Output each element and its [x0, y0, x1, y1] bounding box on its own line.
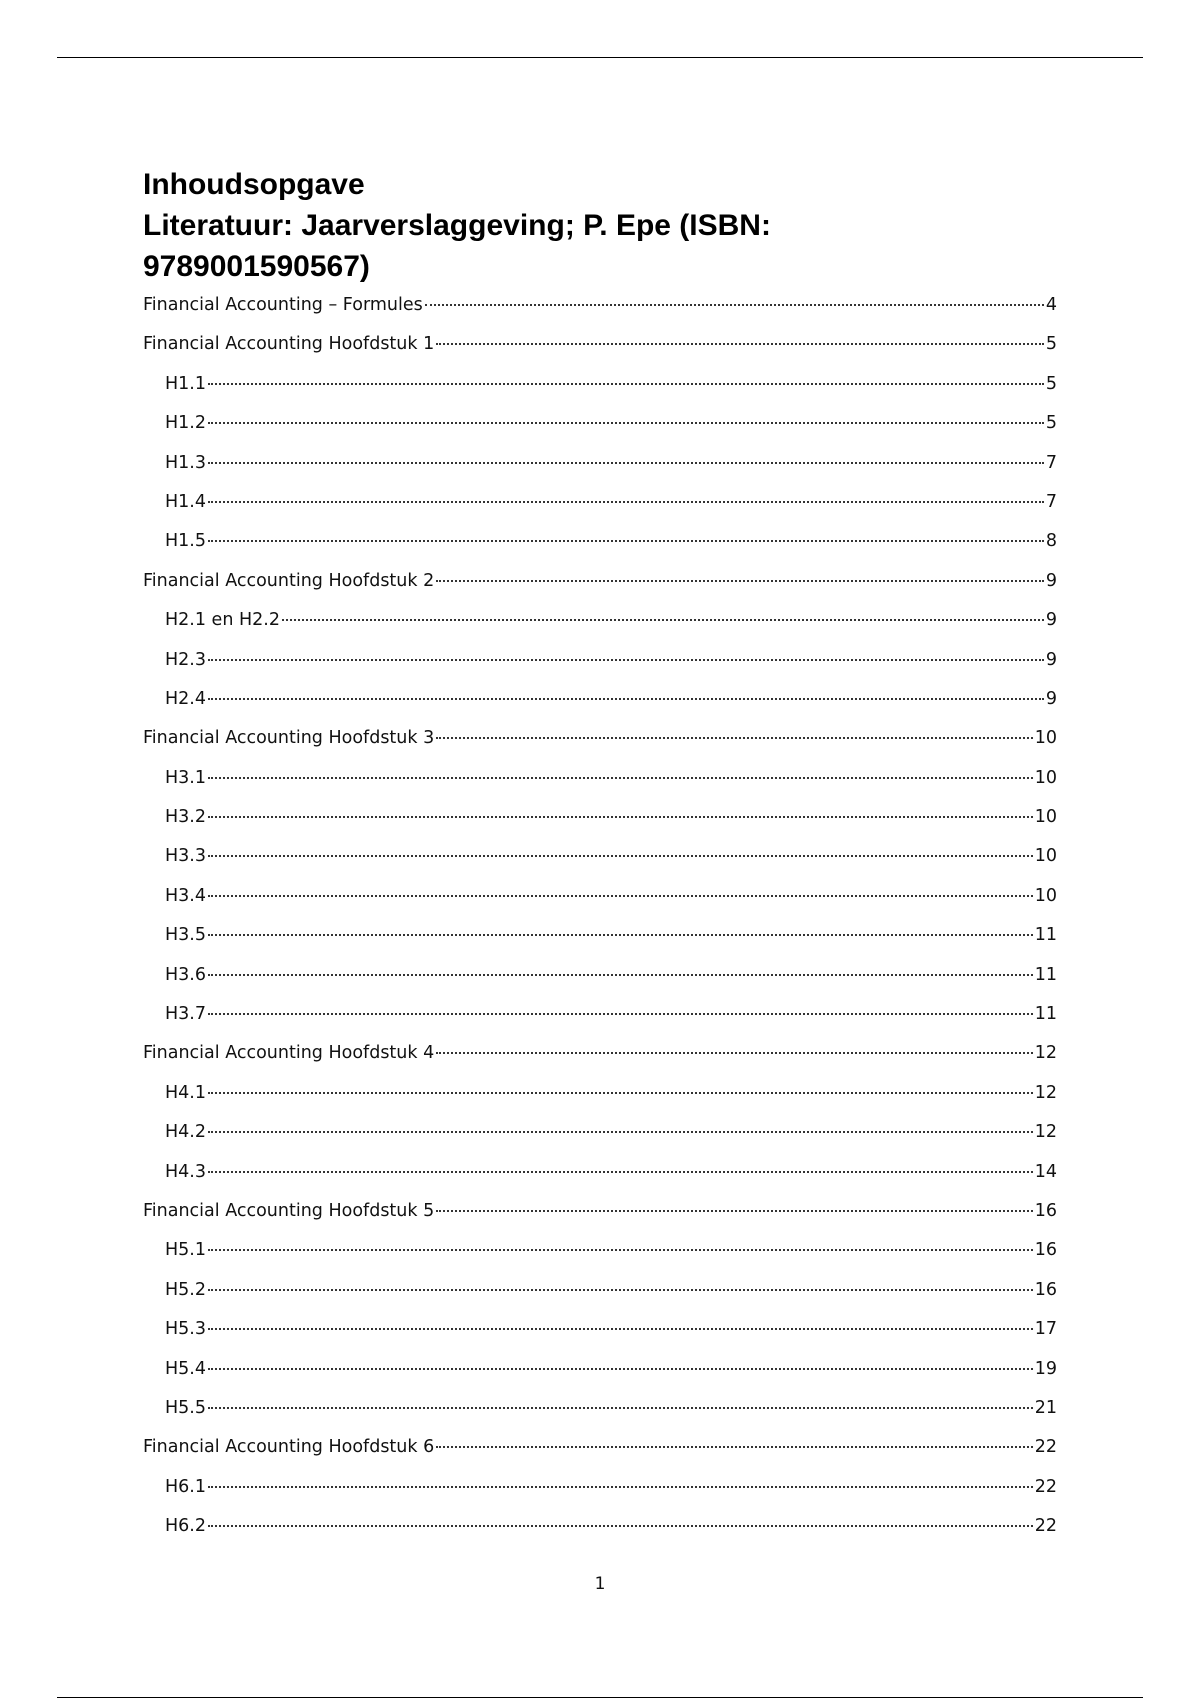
toc-entry-page: 5 [1045, 373, 1057, 394]
title-line-2: Literatuur: Jaarverslaggeving; P. Epe (ISBN: [143, 209, 771, 242]
toc-dot-leader [208, 1131, 1033, 1133]
toc-entry-page: 7 [1045, 491, 1057, 512]
toc-entry[interactable] [143, 728, 1057, 767]
toc-entry[interactable] [143, 1280, 1057, 1319]
toc-entry-page: 9 [1045, 649, 1057, 670]
toc-entry[interactable] [143, 334, 1057, 373]
toc-entry-page: 10 [1034, 885, 1057, 906]
toc-dot-leader [425, 304, 1044, 306]
page-title [143, 164, 1057, 287]
toc-entry[interactable] [143, 1122, 1057, 1161]
toc-dot-leader [208, 1249, 1033, 1251]
toc-entry-label: H5.1 [165, 1240, 206, 1261]
toc-entry[interactable] [143, 1516, 1057, 1555]
toc-entry-page: 9 [1045, 610, 1057, 631]
toc-entry[interactable] [143, 1398, 1057, 1437]
toc-entry-label: H4.2 [165, 1122, 206, 1143]
toc-entry-page: 8 [1045, 531, 1057, 552]
toc-entry-label: H4.3 [165, 1161, 206, 1182]
toc-entry-page: 14 [1034, 1161, 1057, 1182]
page-bottom-rule [57, 1697, 1143, 1698]
toc-dot-leader [208, 1525, 1033, 1527]
toc-dot-leader [282, 619, 1044, 621]
toc-entry-page: 12 [1034, 1082, 1057, 1103]
toc-dot-leader [436, 580, 1044, 582]
toc-dot-leader [208, 777, 1033, 779]
toc-dot-leader [208, 698, 1044, 700]
toc-entry-label: H3.4 [165, 885, 206, 906]
toc-entry-label: H3.7 [165, 1004, 206, 1025]
toc-dot-leader [208, 934, 1033, 936]
toc-entry[interactable] [143, 610, 1057, 649]
toc-entry[interactable] [143, 846, 1057, 885]
toc-entry-page: 10 [1034, 846, 1057, 867]
toc-dot-leader [208, 895, 1033, 897]
toc-dot-leader [208, 1092, 1033, 1094]
toc-entry[interactable] [143, 768, 1057, 807]
toc-entry-label: H3.3 [165, 846, 206, 867]
toc-entry-page: 21 [1034, 1397, 1057, 1418]
toc-entry-label: H6.2 [165, 1516, 206, 1537]
toc-entry[interactable] [143, 1437, 1057, 1476]
toc-entry-page: 11 [1034, 1004, 1057, 1025]
toc-entry[interactable] [143, 1240, 1057, 1279]
toc-entry[interactable] [143, 374, 1057, 413]
page-top-rule [57, 57, 1143, 58]
toc-entry-label: H2.4 [165, 688, 206, 709]
toc-entry-label: H1.1 [165, 373, 206, 394]
toc-entry[interactable] [143, 1201, 1057, 1240]
page-number: 1 [594, 1574, 606, 1594]
toc-dot-leader [208, 1171, 1033, 1173]
toc-dot-leader [208, 1486, 1033, 1488]
toc-dot-leader [436, 343, 1044, 345]
toc-entry[interactable] [143, 492, 1057, 531]
toc-dot-leader [208, 540, 1044, 542]
toc-entry-page: 12 [1034, 1043, 1057, 1064]
toc-entry[interactable] [143, 1004, 1057, 1043]
table-of-contents [143, 295, 1057, 1556]
toc-entry-page: 19 [1034, 1358, 1057, 1379]
toc-entry-page: 10 [1034, 807, 1057, 828]
toc-entry[interactable] [143, 650, 1057, 689]
toc-entry-page: 11 [1034, 964, 1057, 985]
toc-entry[interactable] [143, 1083, 1057, 1122]
toc-entry[interactable] [143, 1043, 1057, 1082]
toc-entry-page: 17 [1034, 1319, 1057, 1340]
toc-entry-label: H1.5 [165, 531, 206, 552]
toc-entry-page: 16 [1034, 1200, 1057, 1221]
toc-dot-leader [208, 1013, 1033, 1015]
toc-dot-leader [208, 1407, 1033, 1409]
toc-dot-leader [208, 383, 1044, 385]
toc-entry-label: H3.2 [165, 807, 206, 828]
toc-dot-leader [436, 737, 1032, 739]
toc-entry[interactable] [143, 1359, 1057, 1398]
toc-entry-label: H2.3 [165, 649, 206, 670]
document-body [143, 164, 1057, 1556]
toc-entry-page: 9 [1045, 688, 1057, 709]
toc-entry-label: H5.5 [165, 1397, 206, 1418]
toc-dot-leader [436, 1210, 1032, 1212]
toc-entry[interactable] [143, 807, 1057, 846]
toc-dot-leader [208, 1328, 1033, 1330]
toc-entry-page: 16 [1034, 1240, 1057, 1261]
toc-entry-label: Financial Accounting Hoofdstuk 5 [143, 1200, 435, 1221]
toc-entry-label: H1.4 [165, 491, 206, 512]
toc-entry[interactable] [143, 886, 1057, 925]
toc-dot-leader [208, 855, 1033, 857]
toc-entry[interactable] [143, 295, 1057, 334]
toc-entry-label: H1.2 [165, 413, 206, 434]
toc-dot-leader [208, 501, 1044, 503]
toc-entry-label: H3.6 [165, 964, 206, 985]
toc-dot-leader [208, 462, 1044, 464]
toc-entry-page: 22 [1034, 1437, 1057, 1458]
toc-entry[interactable] [143, 531, 1057, 570]
toc-entry-page: 16 [1034, 1279, 1057, 1300]
toc-entry-label: H3.5 [165, 925, 206, 946]
toc-dot-leader [208, 422, 1044, 424]
toc-entry-label: Financial Accounting – Formules [143, 295, 423, 315]
toc-entry[interactable] [143, 453, 1057, 492]
toc-entry-label: H2.1 en H2.2 [165, 610, 280, 631]
toc-entry-page: 7 [1045, 452, 1057, 473]
toc-entry-page: 22 [1034, 1476, 1057, 1497]
toc-entry[interactable] [143, 689, 1057, 728]
toc-entry-page: 22 [1034, 1516, 1057, 1537]
toc-entry-label: Financial Accounting Hoofdstuk 1 [143, 334, 435, 355]
toc-entry[interactable] [143, 571, 1057, 610]
toc-entry-label: Financial Accounting Hoofdstuk 3 [143, 728, 435, 749]
toc-entry[interactable] [143, 1477, 1057, 1516]
title-line-1: Inhoudsopgave [143, 168, 365, 201]
toc-dot-leader [436, 1446, 1032, 1448]
toc-entry-page: 10 [1034, 767, 1057, 788]
toc-dot-leader [436, 1052, 1032, 1054]
toc-entry-label: H6.1 [165, 1476, 206, 1497]
toc-entry[interactable] [143, 965, 1057, 1004]
toc-entry[interactable] [143, 925, 1057, 964]
toc-entry-page: 11 [1034, 925, 1057, 946]
toc-entry-page: 5 [1045, 413, 1057, 434]
toc-dot-leader [208, 974, 1033, 976]
toc-entry[interactable] [143, 1162, 1057, 1201]
toc-dot-leader [208, 1368, 1033, 1370]
toc-entry-page: 10 [1034, 728, 1057, 749]
toc-entry-label: H5.2 [165, 1279, 206, 1300]
toc-dot-leader [208, 816, 1033, 818]
title-line-3: 9789001590567) [143, 250, 370, 283]
toc-entry-page: 12 [1034, 1122, 1057, 1143]
toc-entry-label: H4.1 [165, 1082, 206, 1103]
toc-entry-label: H3.1 [165, 767, 206, 788]
toc-entry-label: Financial Accounting Hoofdstuk 4 [143, 1043, 435, 1064]
toc-dot-leader [208, 1289, 1033, 1291]
toc-entry[interactable] [143, 1319, 1057, 1358]
toc-entry-page: 5 [1045, 334, 1057, 355]
toc-entry-label: Financial Accounting Hoofdstuk 6 [143, 1437, 435, 1458]
toc-entry-page: 9 [1045, 570, 1057, 591]
toc-entry[interactable] [143, 413, 1057, 452]
toc-dot-leader [208, 659, 1044, 661]
toc-entry-label: H1.3 [165, 452, 206, 473]
toc-entry-label: Financial Accounting Hoofdstuk 2 [143, 570, 435, 591]
toc-entry-label: H5.3 [165, 1319, 206, 1340]
toc-entry-page: 4 [1045, 295, 1057, 315]
toc-entry-label: H5.4 [165, 1358, 206, 1379]
